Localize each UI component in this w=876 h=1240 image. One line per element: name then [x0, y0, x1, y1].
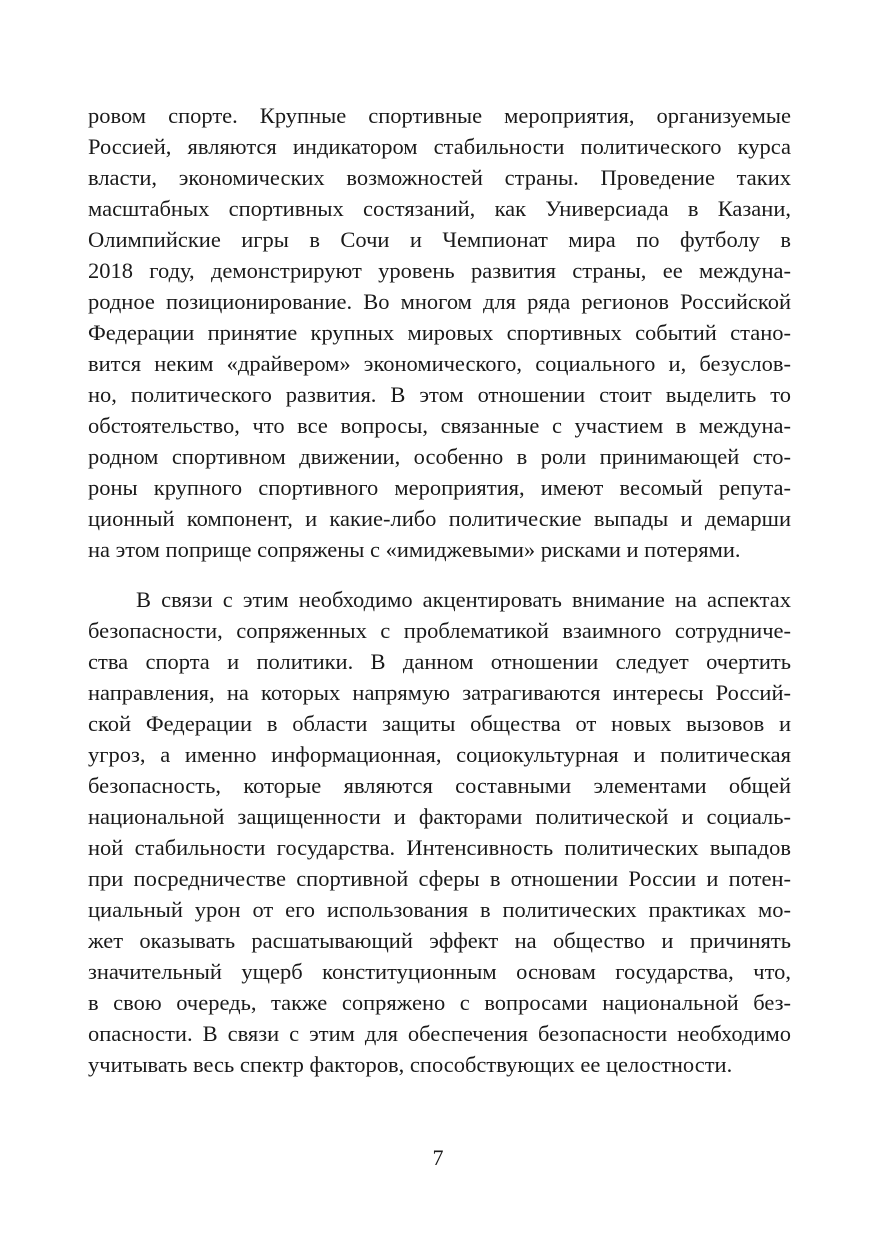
text-line: 2018 году, демонстрируют уровень развития страны, ее междуна-	[88, 258, 791, 283]
text-line: значительный ущерб конституционным основам государства, что,	[88, 959, 791, 984]
text-line: жет оказывать расшатывающий эффект на общество и причинять	[88, 928, 791, 953]
text-line: Федерации принятие крупных мировых спортивных событий стано-	[88, 320, 791, 345]
text-line: родном спортивном движении, особенно в роли принимающей сто-	[88, 444, 791, 469]
text-line: угроз, а именно информационная, социокультурная и политическая	[88, 742, 791, 767]
text-line: ства спорта и политики. В данном отношении следует очертить	[88, 649, 791, 674]
text-line: вится неким «драйвером» экономического, социального и, безуслов-	[88, 351, 791, 376]
text-line: ровом спорте. Крупные спортивные мероприятия, организуемые	[88, 103, 791, 128]
text-line: на этом поприще сопряжены с «имиджевыми» рисками и потерями.	[88, 537, 741, 562]
text-line: родное позиционирование. Во многом для ряда регионов Российской	[88, 289, 791, 314]
page-number: 7	[432, 1145, 444, 1170]
text-line: направления, на которых напрямую затрагиваются интересы Россий-	[88, 680, 791, 705]
text-line: ционный компонент, и какие-либо политические выпады и демарши	[88, 506, 791, 531]
text-line: обстоятельство, что все вопросы, связанные с участием в междуна-	[88, 413, 791, 438]
text-line: безопасность, которые являются составными элементами общей	[88, 773, 791, 798]
text-line: опасности. В связи с этим для обеспечения безопасности необходимо	[88, 1021, 791, 1046]
paragraph-1	[88, 100, 791, 565]
text-line: власти, экономических возможностей страны. Проведение таких	[88, 165, 791, 190]
text-line: ской Федерации в области защиты общества от новых вызовов и	[88, 711, 791, 736]
text-line: учитывать весь спектр факторов, способствующих ее целостности.	[88, 1052, 733, 1077]
text-line: при посредничестве спортивной сферы в отношении России и потен-	[88, 866, 791, 891]
text-line: Россией, являются индикатором стабильности политического курса	[88, 134, 791, 159]
text-line: в свою очередь, также сопряжено с вопросами национальной без-	[88, 990, 791, 1015]
paragraph-2	[88, 584, 791, 1080]
text-line: роны крупного спортивного мероприятия, имеют весомый репута-	[88, 475, 791, 500]
text-line: Олимпийские игры в Сочи и Чемпионат мира по футболу в	[88, 227, 791, 252]
text-line: В связи с этим необходимо акцентировать внимание на аспектах	[136, 587, 791, 612]
text-line: ной стабильности государства. Интенсивность политических выпадов	[88, 835, 791, 860]
text-line: безопасности, сопряженных с проблематикой взаимного сотрудниче-	[88, 618, 791, 643]
text-line: циальный урон от его использования в политических практиках мо-	[88, 897, 791, 922]
text-line: но, политического развития. В этом отношении стоит выделить то	[88, 382, 791, 407]
text-line: национальной защищенности и факторами политической и социаль-	[88, 804, 791, 829]
text-line: масштабных спортивных состязаний, как Универсиада в Казани,	[88, 196, 791, 221]
